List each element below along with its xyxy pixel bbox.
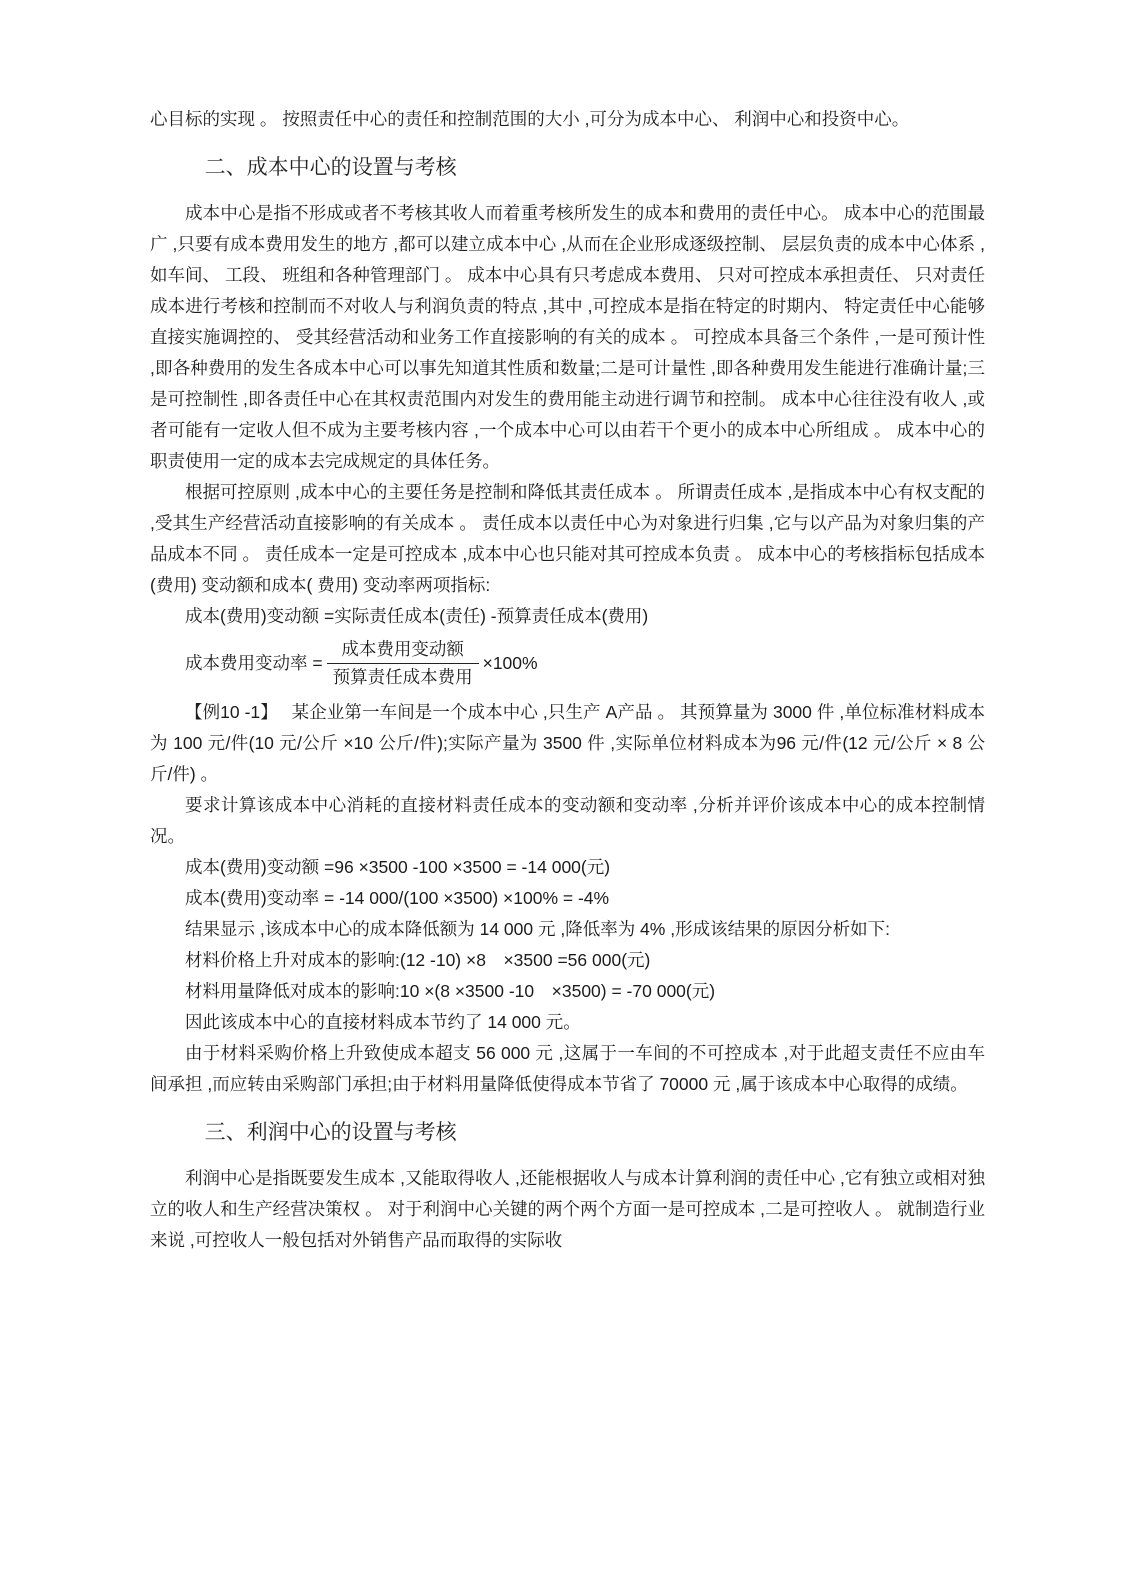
formula-cost-variance-amount: 成本(费用)变动额 =实际责任成本(责任) -预算责任成本(费用) (185, 606, 649, 626)
formula-lhs: 成本费用变动率 = (185, 653, 323, 674)
calc-conclusion: 因此该成本中心的直接材料成本节约了 14 000 元。 (185, 1011, 581, 1032)
fraction-denominator: 预算责任成本费用 (332, 667, 473, 688)
calc-variance-amount: 成本(费用)变动额 =96 ×3500 -100 ×3500 = -14 000(元) (185, 856, 611, 877)
intro-paragraph: 心目标的实现 。 按照责任中心的责任和控制范围的大小 ,可分为成本中心、 利润中心和投资中心。 (150, 109, 910, 129)
paragraph-example-10-1: 【例10 -1】 某企业第一车间是一个成本中心 ,只生产 A产品 。 其预算量为 3000 件 ,单位标准材料成本为 100 元/件(10 元/公斤 ×10 公斤/件);实际产量为 3500 件 ,实际单位材料成本为96 元/件(12 元/公斤 × 8 公斤/件) 。 (150, 701, 985, 784)
paragraph-cost-center-definition: 成本中心是指不形成或者不考核其收人而着重考核所发生的成本和费用的责任中心。 成本中心的范围最广 ,只要有成本费用发生的地方 ,都可以建立成本中心 ,从而在企业形成逐级控制、 层层负责的成本中心体系 ,如车间、 工段、 班组和各种管理部门 。 成本中心具有只考虑成本费用、 只对可控成本承担责任、 只对责任成本进行考核和控制而不对收人与利润负责的特点 ,其中 ,可控成本是指在特定的时期内、 特定责任中心能够直接实施调控的、 受其经营活动和业务工作直接影响的有关的成本 。 可控成本具备三个条件 ,一是可预计性 ,即各种费用的发生各成本中心可以事先知道其性质和数量;二是可计量性 ,即各种费用发生能进行准确计量;三是可控制性 ,即各责任中心在其权责范围内对发生的费用能主动进行调节和控制。 成本中心往往没有收人 ,或者可能有一定收人但不成为主要考核内容 ,一个成本中心可以由若干个更小的成本中心所组成 。 成本中心的职责使用一定的成本去完成规定的具体任务。 (150, 203, 985, 471)
paragraph-controllable-principle: 根据可控原则 ,成本中心的主要任务是控制和降低其责任成本 。 所谓责任成本 ,是指成本中心有权支配的 ,受其生产经营活动直接影响的有关成本 。 责任成本以责任中心为对象进行归集 ,它与以产品为对象归集的产品成本不同 。 责任成本一定是可控成本 ,成本中心也只能对其可控成本负责 。 成本中心的考核指标包括成本(费用) 变动额和成本( 费用) 变动率两项指标: (150, 482, 985, 595)
section-heading-cost-center: 二、成本中心的设置与考核 (204, 156, 457, 179)
formula-rhs: ×100% (482, 653, 538, 674)
section-heading-profit-center: 三、利润中心的设置与考核 (204, 1120, 457, 1144)
fraction (327, 637, 479, 691)
paragraph-result: 结果显示 ,该成本中心的成本降低额为 14 000 元 ,降低率为 4% ,形成该结果的原因分析如下: (185, 918, 890, 939)
calc-quantity-effect: 材料用量降低对成本的影响:10 ×(8 ×3500 -10 ×3500) = -70 000(元) (185, 980, 716, 1001)
paragraph-profit-center-definition: 利润中心是指既要发生成本 ,又能取得收人 ,还能根据收人与成本计算利润的责任中心 ,它有独立或相对独立的收人和生产经营决策权 。 对于利润中心关键的两个两个方面一是可控成本 ,二是可控收人 。 就制造行业来说 ,可控收人一般包括对外销售产品而取得的实际收 (150, 1167, 985, 1250)
calc-variance-rate: 成本(费用)变动率 = -14 000/(100 ×3500) ×100% = -4% (185, 887, 610, 908)
fraction-numerator: 成本费用变动额 (327, 637, 479, 664)
paragraph-requirement: 要求计算该成本中心消耗的直接材料责任成本的变动额和变动率 ,分析并评价该成本中心的成本控制情况。 (150, 794, 985, 846)
paragraph-analysis: 由于材料采购价格上升致使成本超支 56 000 元 ,这属于一车间的不可控成本 ,对于此超支责任不应由车间承担 ,而应转由采购部门承担;由于材料用量降低使得成本节省了 70000 元 ,属于该成本中心取得的成绩。 (150, 1042, 985, 1094)
calc-price-effect: 材料价格上升对成本的影响:(12 -10) ×8 ×3500 =56 000(元) (185, 949, 651, 970)
formula-cost-variance-rate (150, 637, 985, 691)
